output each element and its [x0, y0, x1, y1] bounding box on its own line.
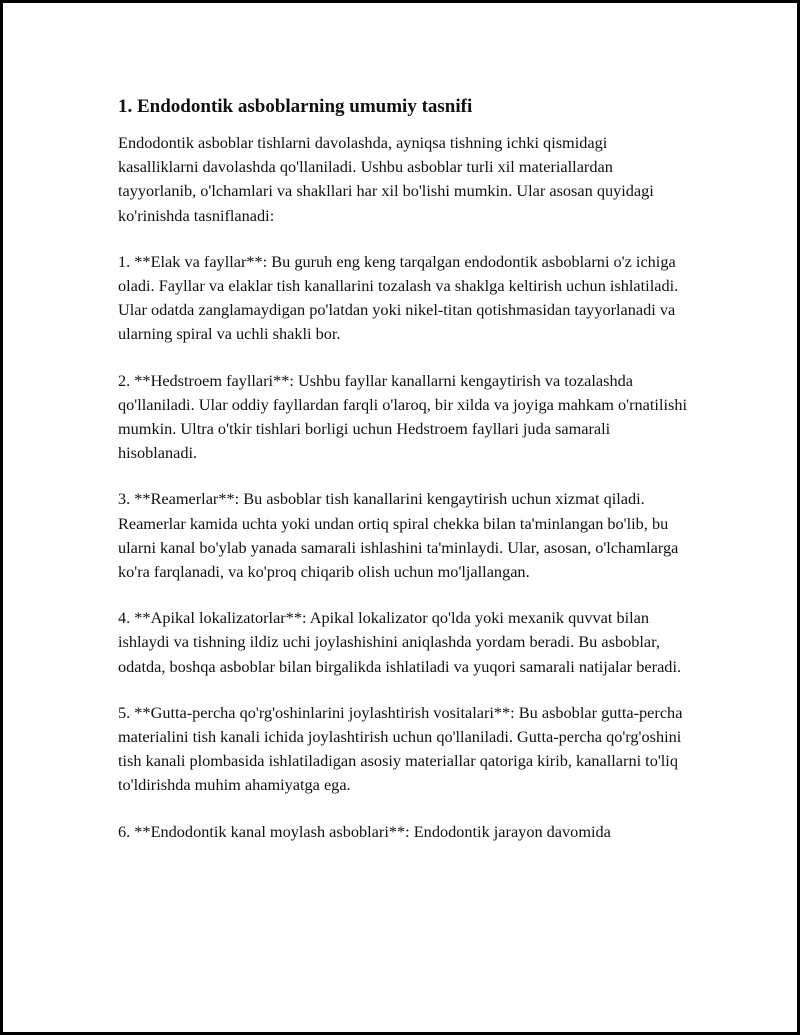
list-item-apikal-lokalizatorlar: 4. **Apikal lokalizatorlar**: Apikal lokalizator qo'lda yoki mexanik quvvat bilan ishlaydi va tishning ildiz uchi joylashishini aniqlashda yordam beradi. Bu asboblar, odatda, boshqa asboblar bilan birgalikda ishlatiladi va yuqori samarali natijalar beradi.: [118, 608, 682, 676]
list-item-gutta-percha: 5. **Gutta-percha qo'rg'oshinlarini joylashtirish vositalari**: Bu asboblar gutta-percha materialini tish kanali ichida joylashtirish uchun qo'llaniladi. Gutta-percha qo'rg'oshini tish kanali plombasida ishlatiladigan asosiy materiallar qatoriga kirib, kanallarni to'liq to'ldirishda muhim ahamiyatga ega.: [118, 702, 683, 795]
list-item-hedstroem-fayllari: 2. **Hedstroem fayllari**: Ushbu fayllar kanallarni kengaytirish va tozalashda qo'llaniladi. Ular oddiy fayllardan farqli o'laroq, bir xilda va joyiga mahkam o'rnatilishi mumkin. Ultra o'tkir tishlari borligi uchun Hedstroem fayllari juda samarali hisoblanadi.: [118, 370, 687, 463]
list-item-elak-va-fayllar: 1. **Elak va fayllar**: Bu guruh eng keng tarqalgan endodontik asboblarni o'z ichiga oladi. Fayllar va elaklar tish kanallarini tozalash va shaklga keltirish uchun ishlatiladi. Ular odatda zanglamaydigan po'latdan yoki nikel-titan qotishmasidan tayyorlanadi va ularning spiral va uchli shakli bor.: [118, 251, 679, 344]
document-title: 1. Endodontik asboblarning umumiy tasnifi: [118, 96, 473, 117]
list-item-kanal-moylash: 6. **Endodontik kanal moylash asboblari**: Endodontik jarayon davomida: [118, 821, 611, 841]
document-body: [118, 95, 688, 866]
list-item-reamerlar: 3. **Reamerlar**: Bu asboblar tish kanallarini kengaytirish uchun xizmat qiladi. Reamerlar kamida uchta yoki undan ortiq spiral chekka bilan ta'minlangan bo'lib, bu ularni kanal bo'ylab yanada samarali ishlashini ta'minlaydi. Ular, asosan, o'lchamlarga ko'ra farqlanadi, va ko'proq chiqarib olish uchun mo'ljallangan.: [118, 489, 679, 582]
intro-paragraph: Endodontik asboblar tishlarni davolashda, ayniqsa tishning ichki qismidagi kasalliklarni davolashda qo'llaniladi. Ushbu asboblar turli xil materiallardan tayyorlanib, o'lchamlari va shakllari har xil bo'lishi mumkin. Ular asosan quyidagi ko'rinishda tasniflanadi:: [118, 133, 654, 225]
